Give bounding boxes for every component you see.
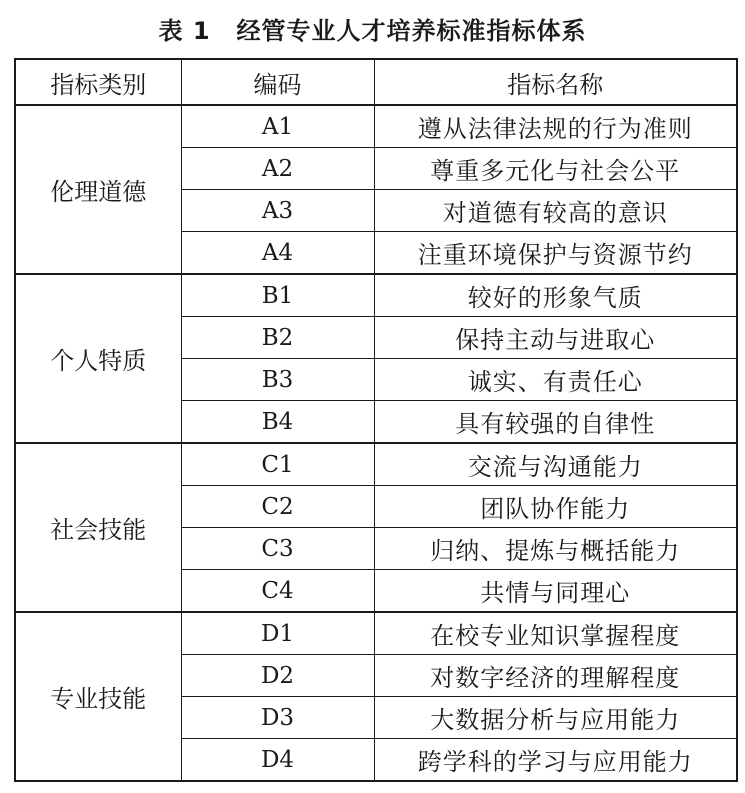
category-cell: 个人特质: [15, 274, 181, 443]
name-cell: 尊重多元化与社会公平: [374, 148, 737, 190]
name-cell: 跨学科的学习与应用能力: [374, 739, 737, 782]
code-cell: C3: [181, 528, 374, 570]
code-cell: A4: [181, 232, 374, 275]
code-cell: D3: [181, 697, 374, 739]
code-cell: C1: [181, 443, 374, 486]
code-cell: B1: [181, 274, 374, 317]
name-cell: 注重环境保护与资源节约: [374, 232, 737, 275]
name-cell: 对道德有较高的意识: [374, 190, 737, 232]
table-row: [15, 443, 737, 486]
name-cell: 团队协作能力: [374, 486, 737, 528]
table-row: [15, 612, 737, 655]
code-cell: D4: [181, 739, 374, 782]
code-cell: B4: [181, 401, 374, 444]
name-cell: 较好的形象气质: [374, 274, 737, 317]
name-cell: 诚实、有责任心: [374, 359, 737, 401]
code-cell: D2: [181, 655, 374, 697]
category-cell: 社会技能: [15, 443, 181, 612]
header-code: 编码: [181, 59, 374, 105]
name-cell: 交流与沟通能力: [374, 443, 737, 486]
code-cell: A1: [181, 105, 374, 148]
category-cell: 专业技能: [15, 612, 181, 781]
table-row: [15, 274, 737, 317]
table-row: [15, 105, 737, 148]
code-cell: C4: [181, 570, 374, 613]
code-cell: B2: [181, 317, 374, 359]
name-cell: 具有较强的自律性: [374, 401, 737, 444]
code-cell: B3: [181, 359, 374, 401]
name-cell: 共情与同理心: [374, 570, 737, 613]
table-caption: [0, 10, 745, 52]
indicator-table: [14, 58, 738, 782]
header-name: 指标名称: [374, 59, 737, 105]
header-row: [15, 59, 737, 105]
name-cell: 对数字经济的理解程度: [374, 655, 737, 697]
category-cell: 伦理道德: [15, 105, 181, 274]
name-cell: 归纳、提炼与概括能力: [374, 528, 737, 570]
code-cell: A2: [181, 148, 374, 190]
code-cell: C2: [181, 486, 374, 528]
name-cell: 大数据分析与应用能力: [374, 697, 737, 739]
name-cell: 在校专业知识掌握程度: [374, 612, 737, 655]
table-title: 经管专业人才培养标准指标体系: [236, 17, 587, 45]
code-cell: A3: [181, 190, 374, 232]
code-cell: D1: [181, 612, 374, 655]
table-number: 表 1: [158, 17, 211, 45]
name-cell: 保持主动与进取心: [374, 317, 737, 359]
name-cell: 遵从法律法规的行为准则: [374, 105, 737, 148]
header-category: 指标类别: [15, 59, 181, 105]
